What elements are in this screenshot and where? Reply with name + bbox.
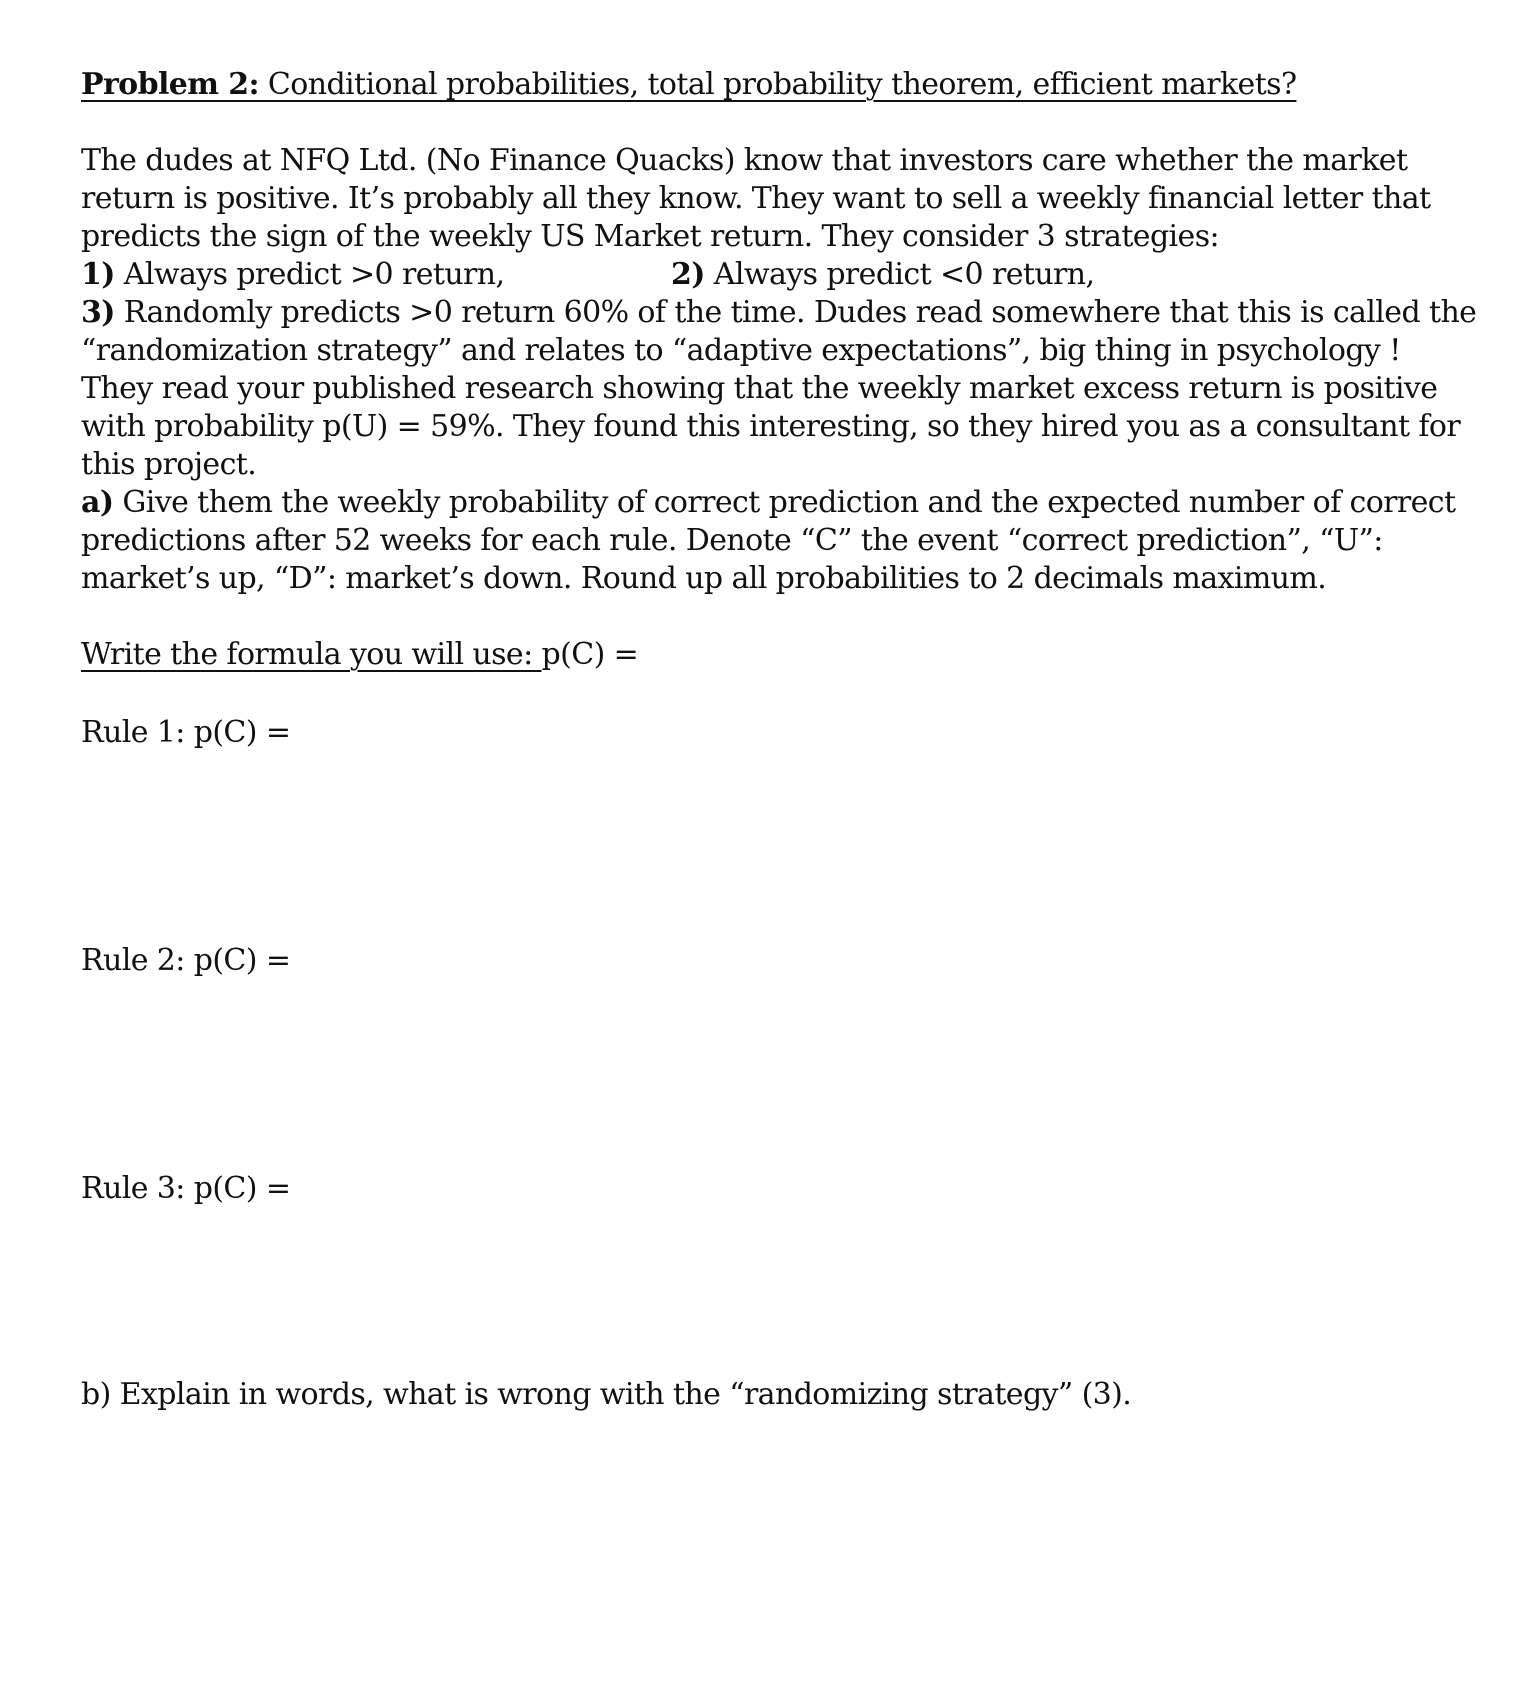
strategy-2-number: 2) [671,257,705,292]
rule-1: Rule 1: p(C) = [81,715,291,750]
research-line-3: this project. [81,447,257,482]
rule-3: Rule 3: p(C) = [81,1171,291,1206]
strategy-2 [671,256,1094,294]
part-a-label: a) [81,485,114,520]
problem-number: Problem 2: [81,67,259,102]
strategy-3-number: 3) [81,295,115,330]
strategy-3 [81,294,1476,332]
strategy-3-line-2: “randomization strategy” and relates to “adaptive expectations”, big thing in psychology ! [81,333,1401,368]
part-a-line-1 [81,484,1455,522]
research-line-2: with probability p(U) = 59%. They found this interesting, so they hired you as a consultant for [81,409,1461,444]
part-a-text: Give them the weekly probability of correct prediction and the expected number of correct [113,485,1456,520]
formula-label: Write the formula you will use: [81,637,542,672]
part-b: b) Explain in words, what is wrong with the “randomizing strategy” (3). [81,1377,1132,1412]
strategy-1 [81,257,504,292]
formula-prompt [81,636,638,674]
part-a-line-3: market’s up, “D”: market’s down. Round up all probabilities to 2 decimals maximum. [81,561,1327,596]
problem-topic: Conditional probabilities, total probability theorem, efficient markets? [258,67,1297,102]
part-a-line-2: predictions after 52 weeks for each rule. Denote “C” the event “correct prediction”, “U”: [81,523,1383,558]
intro-line-2: return is positive. It’s probably all they know. They want to sell a weekly financial letter that [81,181,1431,216]
strategy-1-text: Always predict >0 return, [114,257,505,292]
strategies-1-2-line [81,256,1281,294]
strategy-1-number: 1) [81,257,115,292]
rule-2: Rule 2: p(C) = [81,943,291,978]
formula-expression: p(C) = [541,637,639,672]
research-line-1: They read your published research showing that the weekly market excess return is positive [81,371,1438,406]
strategy-3-text: Randomly predicts >0 return 60% of the time. Dudes read somewhere that this is called the [114,295,1477,330]
intro-line-3: predicts the sign of the weekly US Market return. They consider 3 strategies: [81,219,1220,254]
intro-line-1: The dudes at NFQ Ltd. (No Finance Quacks) know that investors care whether the market [81,143,1408,178]
strategy-2-text: Always predict <0 return, [704,257,1095,292]
problem-title [81,66,1296,104]
